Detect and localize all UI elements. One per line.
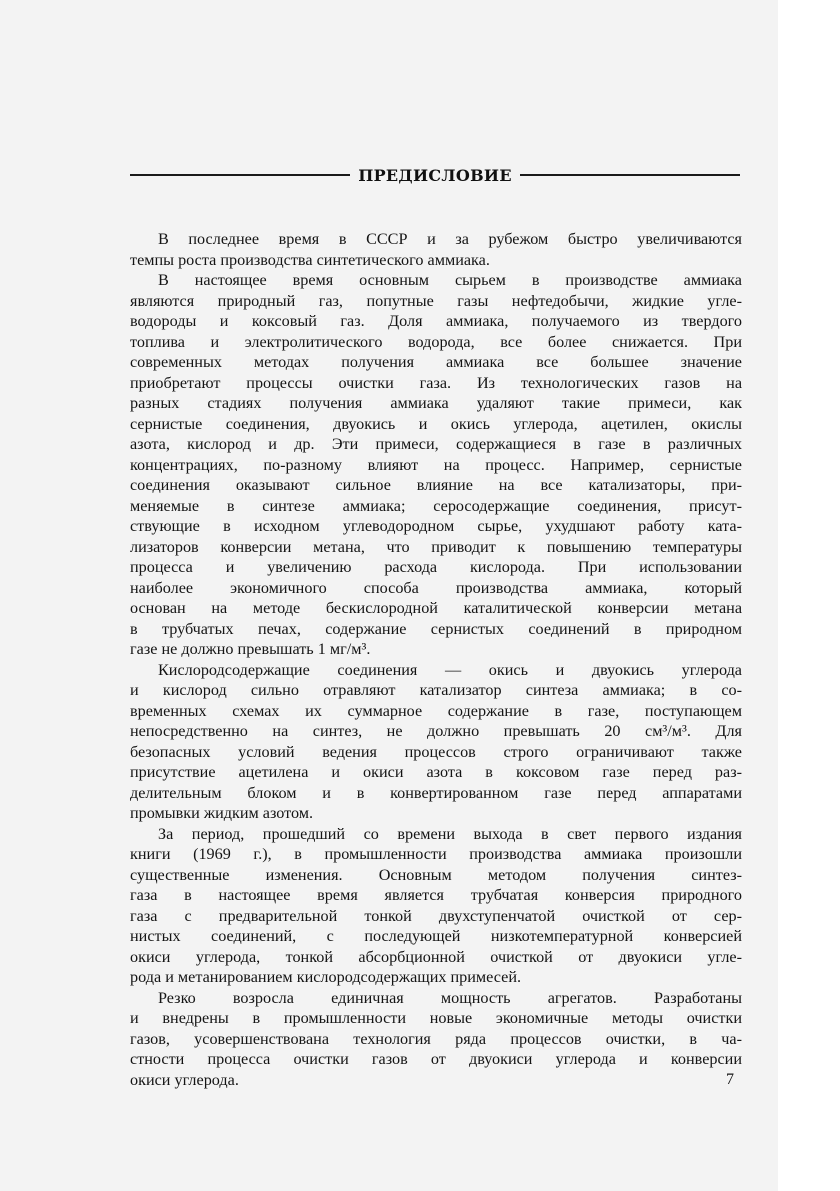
- text-line: топлива и электролитического водорода, все более снижается. При: [130, 332, 742, 351]
- text-line: разных стадиях получения аммиака удаляют такие примеси, как: [130, 394, 742, 412]
- text-line: водороды и коксовый газ. Доля аммиака, получаемого из твердого: [130, 312, 742, 330]
- paragraph: [130, 229, 742, 270]
- text-line: безопасных условий ведения процессов строго ограничивают также: [130, 742, 742, 761]
- text-line: книги (1969 г.), в промышленности производства аммиака произошли: [130, 845, 742, 863]
- text-line: В последнее время в СССР и за рубежом быстро увеличиваются: [158, 230, 742, 248]
- text-line: темпы роста производства синтетического аммиака.: [130, 250, 490, 269]
- text-line: окиси углерода, тонкой абсорбционной очисткой от двуокиси угле-: [130, 947, 742, 966]
- text-line: В настоящее время основным сырьем в производстве аммиака: [158, 271, 742, 289]
- text-line: и внедрены в промышленности новые экономичные методы очистки: [130, 1009, 742, 1027]
- heading-rule-left: [130, 174, 350, 176]
- text-line: нистых соединений, с последующей низкотемпературной конверсией: [130, 927, 742, 945]
- text-line: газа с предварительной тонкой двухступенчатой очисткой от сер-: [130, 906, 742, 925]
- paragraph: [130, 660, 742, 824]
- text-line: газа в настоящее время является трубчатая конверсия природного: [130, 886, 742, 904]
- text-line: наиболее экономичного способа производства аммиака, который: [130, 578, 742, 597]
- text-line: приобретают процессы очистки газа. Из технологических газов на: [130, 373, 742, 392]
- text-line: присутствие ацетилена и окиси азота в коксовом газе перед раз-: [130, 763, 742, 781]
- section-heading: [130, 163, 740, 187]
- page-title: ПРЕДИСЛОВИЕ: [358, 165, 512, 185]
- text-line: основан на методе бескислородной каталитической конверсии метана: [130, 599, 742, 617]
- text-line: За период, прошедший со времени выхода в свет первого издания: [158, 824, 742, 843]
- text-line: существенные изменения. Основным методом получения синтез-: [130, 865, 742, 884]
- text-line: Резко возросла единичная мощность агрегатов. Разработаны: [158, 988, 742, 1007]
- preface-body: [130, 229, 742, 1090]
- text-line: Кислородсодержащие соединения — окись и двуокись углерода: [158, 660, 742, 679]
- text-line: лизаторов конверсии метана, что приводит к повышению температуры: [130, 537, 742, 556]
- text-line: временных схемах их суммарное содержание в газе, поступающем: [130, 701, 742, 720]
- text-line: промывки жидким азотом.: [130, 804, 314, 822]
- text-line: сернистые соединения, двуокись и окись углерода, ацетилен, окислы: [130, 414, 742, 433]
- text-line: в трубчатых печах, содержание сернистых соединений в природном: [130, 619, 742, 638]
- text-line: рода и метанированием кислородсодержащих примесей.: [130, 968, 522, 986]
- text-line: делительным блоком и в конвертированном газе перед аппаратами: [130, 783, 742, 802]
- text-line: газов, усовершенствована технология ряда процессов очистки, в ча-: [130, 1029, 742, 1048]
- text-line: соединения оказывают сильное влияние на все катализаторы, при-: [130, 476, 742, 494]
- text-line: непосредственно на синтез, не должно превышать 20 см³/м³. Для: [130, 722, 742, 740]
- text-line: газе не должно превышать 1 мг/м³.: [130, 640, 371, 658]
- text-line: азота, кислород и др. Эти примеси, содержащиеся в газе в различных: [130, 435, 742, 453]
- heading-rule-right: [520, 174, 740, 176]
- text-line: современных методах получения аммиака все большее значение: [130, 353, 742, 371]
- text-line: являются природный газ, попутные газы нефтедобычи, жидкие угле-: [130, 291, 742, 310]
- paragraph: [130, 824, 742, 988]
- text-line: окиси углерода.: [130, 1070, 239, 1089]
- text-line: и кислород сильно отравляют катализатор синтеза аммиака; в со-: [130, 681, 742, 699]
- text-line: ствующие в исходном углеводородном сырье, ухудшают работу ката-: [130, 517, 742, 535]
- text-line: процесса и увеличению расхода кислорода. При использовании: [130, 558, 742, 576]
- page-number: 7: [726, 1071, 734, 1088]
- text-line: концентрациях, по-разному влияют на процесс. Например, сернистые: [130, 455, 742, 474]
- text-line: стности процесса очистки газов от двуокиси углерода и конверсии: [130, 1050, 742, 1068]
- paragraph: [130, 988, 742, 1091]
- paragraph: [130, 270, 742, 660]
- text-line: меняемые в синтезе аммиака; серосодержащие соединения, присут-: [130, 496, 742, 515]
